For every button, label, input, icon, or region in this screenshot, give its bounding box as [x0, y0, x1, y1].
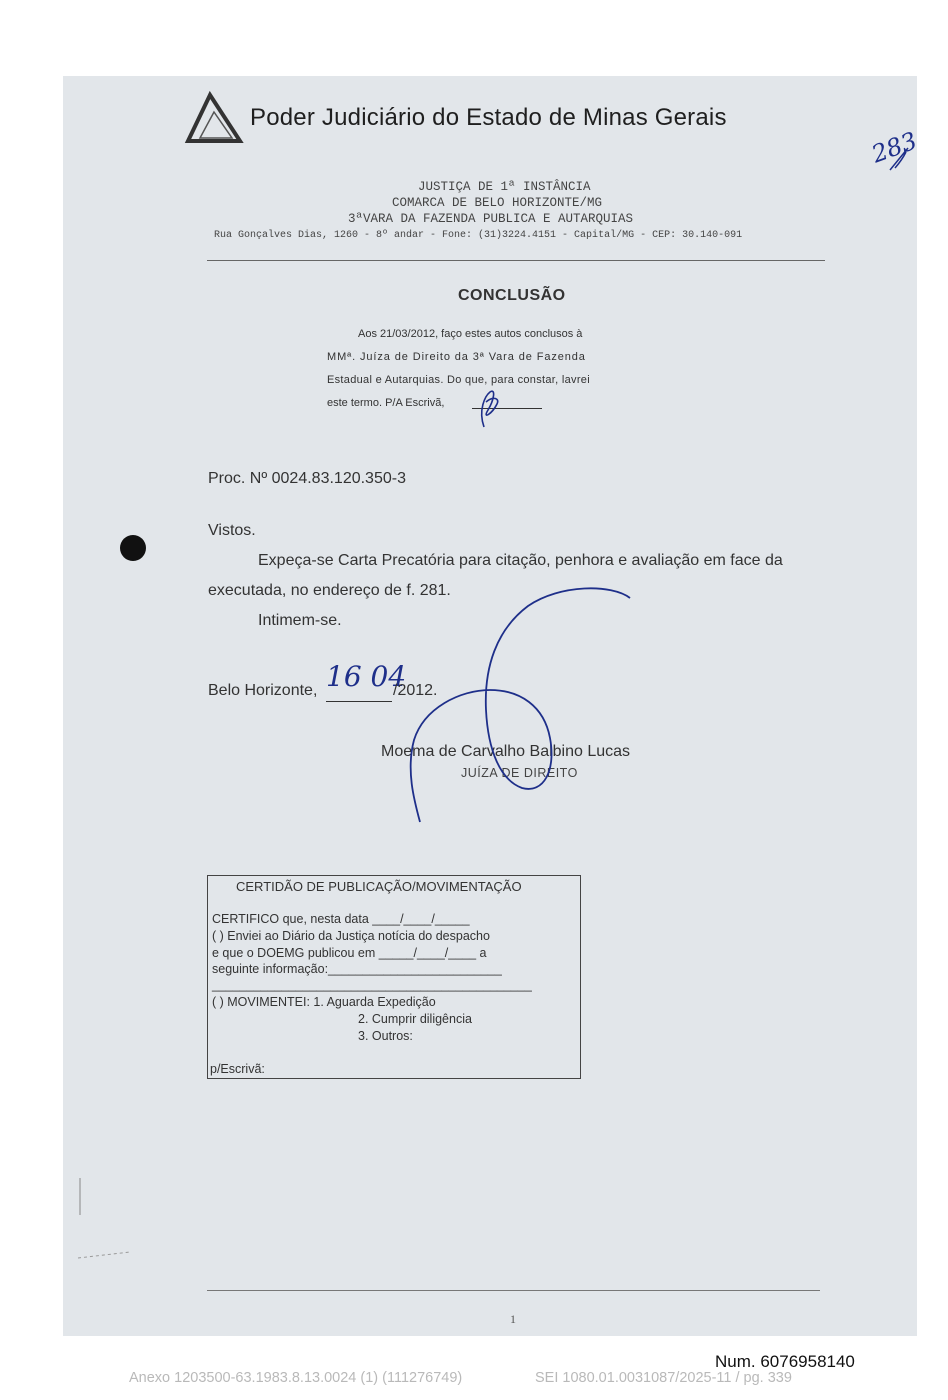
header-line-1: JUSTIÇA DE 1ª INSTÂNCIA: [418, 180, 591, 194]
ink-blot: [120, 535, 146, 561]
annex-reference: Anexo 1203500-63.1983.8.13.0024 (1) (111276749): [129, 1370, 463, 1386]
judge-title: JUÍZA DE DIREITO: [461, 766, 578, 780]
certidao-line-3: e que o DOEMG publicou em _____/____/____ a: [212, 946, 487, 960]
date-city: Belo Horizonte,: [208, 682, 318, 699]
conclusao-line-4: este termo. P/A Escrivã,: [327, 397, 445, 409]
judge-name: Moema de Carvalho Balbino Lucas: [381, 743, 631, 760]
process-number: Proc. Nº 0024.83.120.350-3: [208, 470, 406, 487]
certidao-box: [207, 875, 581, 1079]
sei-reference: SEI 1080.01.0031087/2025-11 / pg. 339: [535, 1370, 792, 1386]
certidao-line-1: CERTIFICO que, nesta data ____/____/_____: [212, 912, 470, 926]
handwritten-date: 16 04: [326, 660, 407, 693]
header-line-3: 3ªVARA DA FAZENDA PUBLICA E AUTARQUIAS: [348, 212, 634, 226]
court-title: Poder Judiciário do Estado de Minas Gerais: [250, 104, 727, 131]
conclusao-line-1: Aos 21/03/2012, faço estes autos conclusos à: [358, 328, 583, 340]
certidao-title: CERTIDÃO DE PUBLICAÇÃO/MOVIMENTAÇÃO: [236, 879, 522, 894]
certidao-line-7: 2. Cumprir diligência: [358, 1012, 472, 1026]
conclusao-title: CONCLUSÃO: [458, 287, 566, 304]
document-number: Num. 6076958140: [715, 1352, 855, 1371]
decision-line-2: executada, no endereço de f. 281.: [208, 582, 451, 599]
conclusao-line-3: Estadual e Autarquias. Do que, para constar, lavrei: [327, 374, 590, 386]
certidao-line-2: ( ) Enviei ao Diário da Justiça notícia do despacho: [212, 929, 490, 943]
page-stamp: 283: [868, 126, 921, 169]
intimem-se: Intimem-se.: [258, 612, 342, 629]
conclusao-line-2: MMª. Juíza de Direito da 3ª Vara de Fazenda: [327, 351, 586, 363]
certidao-line-9: p/Escrivã:: [210, 1062, 265, 1076]
certidao-line-5: ______________________________________________: [212, 978, 532, 992]
judge-signature: [411, 588, 630, 822]
header-address: Rua Gonçalves Dias, 1260 - 8º andar - Fone: (31)3224.4151 - Capital/MG - CEP: 30.140-091: [214, 230, 743, 241]
decision-line-1: Expeça-se Carta Precatória para citação, penhora e avaliação em face da: [258, 552, 783, 569]
header-line-2: COMARCA DE BELO HORIZONTE/MG: [392, 196, 603, 210]
page-number: 1: [510, 1312, 516, 1326]
footer-divider: [207, 1290, 820, 1291]
edge-mark: [78, 1252, 130, 1258]
date-year: /2012.: [393, 682, 438, 699]
escriva-signature: [482, 391, 498, 427]
certidao-line-4: seguinte informação:_________________________: [212, 962, 502, 976]
certidao-line-8: 3. Outros:: [358, 1029, 413, 1043]
certidao-line-6: ( ) MOVIMENTEI: 1. Aguarda Expedição: [212, 995, 436, 1009]
vistos: Vistos.: [208, 522, 256, 539]
